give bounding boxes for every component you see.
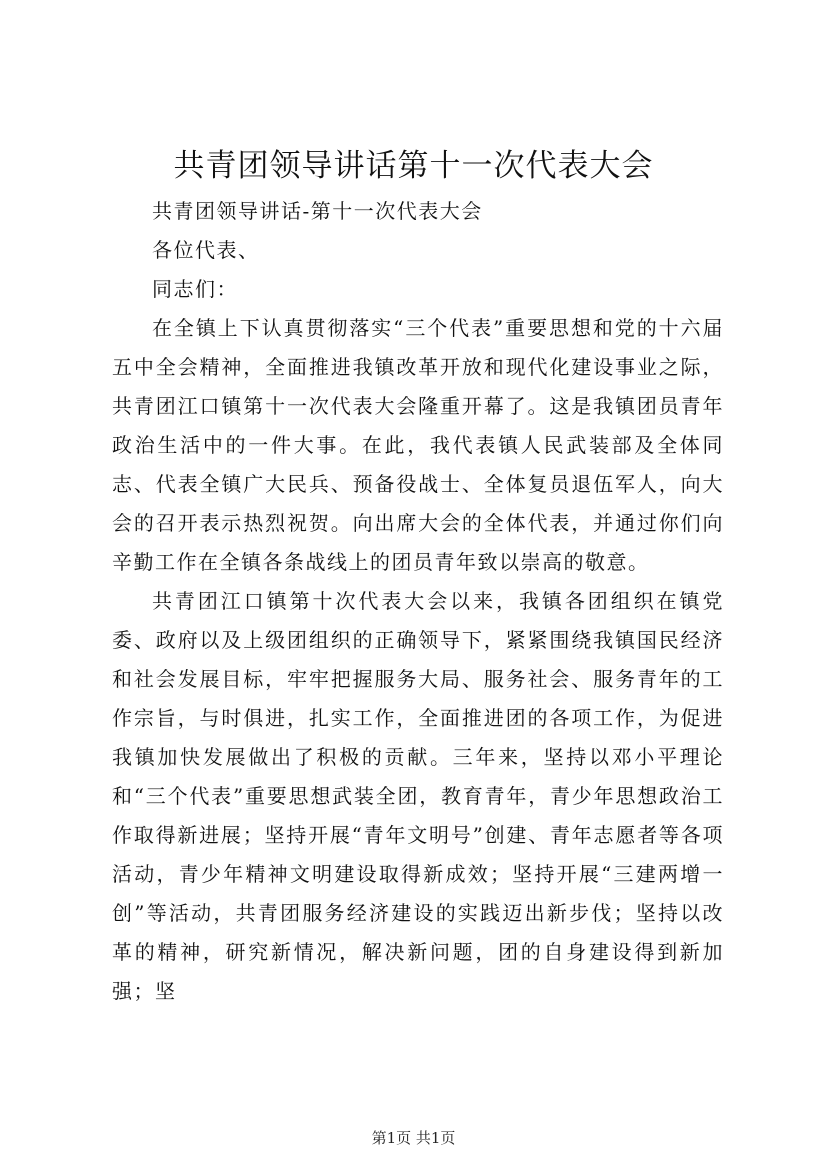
subtitle-paragraph: 共青团领导讲话-第十一次代表大会	[152, 199, 483, 223]
salutation-paragraph: 同志们：	[152, 277, 238, 301]
document-title: 共青团领导讲话第十一次代表大会	[173, 148, 654, 184]
page-number-footer: 第1页 共1页	[371, 1129, 456, 1147]
body-paragraph: 共青团江口镇第十次代表大会以来，我镇各团组织在镇党委、政府以及上级团组织的正确领导下，紧紧围绕我镇国民经济和社会发展目标，牢牢把握服务大局、服务社会、服务青年的工作宗旨，与时俱进，扎实工作，全面推进团的各项工作，为促进我镇加快发展做出了积极的贡献。三年来，坚持以邓小平理论和“三个代表”重要思想武装全团，教育青年，青少年思想政治工作取得新进展；坚持开展“青年文明号”创建、青年志愿者等各项活动，青少年精神文明建设取得新成效；坚持开展“三建两增一创”等活动，共青团服务经济建设的实践迈出新步伐；坚持以改革的精神，研究新情况，解决新问题，团的自身建设得到新加强；坚	[112, 589, 724, 1003]
salutation-paragraph: 各位代表、	[152, 238, 260, 262]
document-body	[112, 192, 724, 1011]
body-paragraph: 在全镇上下认真贯彻落实“三个代表”重要思想和党的十六届五中全会精神，全面推进我镇改革开放和现代化建设事业之际，共青团江口镇第十一次代表大会隆重开幕了。这是我镇团员青年政治生活中的一件大事。在此，我代表镇人民武装部及全体同志、代表全镇广大民兵、预备役战士、全体复员退伍军人，向大会的召开表示热烈祝贺。向出席大会的全体代表，并通过你们向辛勤工作在全镇各条战线上的团员青年致以崇高的敬意。	[112, 316, 724, 574]
